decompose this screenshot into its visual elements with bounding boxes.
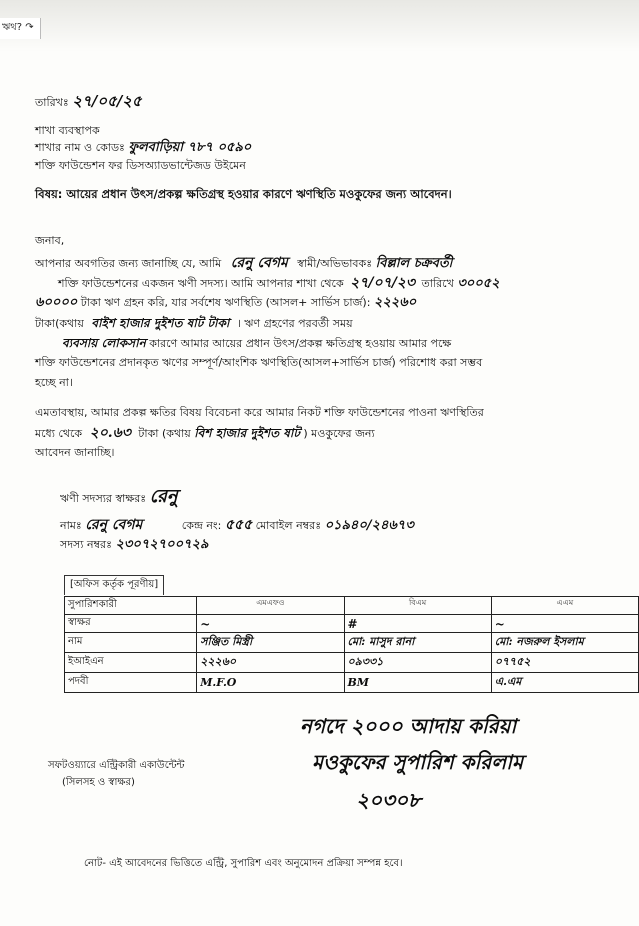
member-name-hw: রেনু বেগম bbox=[230, 255, 288, 271]
body-l1-b: স্বামী/অভিভাবকঃ bbox=[297, 257, 373, 270]
col-head-am: এএম bbox=[556, 598, 574, 607]
cell-ein-am: ০৭৭৫২ bbox=[491, 653, 638, 673]
body-line-1 bbox=[35, 256, 452, 271]
member-number-label: সদস্য নম্বরঃ bbox=[60, 538, 112, 551]
body-p2-line-3: আবেদন জানাচ্ছি। bbox=[35, 446, 115, 459]
body-line-6: শক্তি ফাউন্ডেশনের প্রদানকৃত ঋণের সম্পূর্ণ/আংশিক ঋণস্থিতি(আসল+সার্ভিস চার্জ) পরিশোধ করা সম্ভব bbox=[35, 356, 483, 369]
body-line-3 bbox=[35, 296, 416, 310]
body-p2-line-2 bbox=[35, 426, 375, 441]
waive-words-hw: বিশ হাজার দুইশত ষাট bbox=[194, 426, 300, 440]
date-value: ২৭/০৫/২৫ bbox=[72, 92, 142, 110]
body-line-4 bbox=[35, 316, 353, 331]
cell-ein-bm: ০৯৩৩১ bbox=[344, 653, 491, 673]
body-p2-line-1: এমতাবস্থায়, আমার প্রকল্প ক্ষতির বিষয় বিবেচনা করে আমার নিকট শক্তি ফাউন্ডেশনের পাওনা ঋণস্থিতির bbox=[35, 406, 484, 419]
body-p2-b: টাকা (কথায় bbox=[138, 427, 191, 440]
member-sign-label: ঋণী সদস্যর স্বাক্ষরঃ bbox=[60, 492, 147, 505]
cell-title-bm: BM bbox=[344, 673, 491, 693]
accountant-line-2: (সিলসহ ও স্বাক্ষর) bbox=[62, 777, 135, 788]
row-label: নাম bbox=[65, 633, 197, 653]
signature-cell: # bbox=[344, 615, 491, 633]
cell-name-am: মো: নজরুল ইসলাম bbox=[491, 633, 638, 653]
org-name: শক্তি ফাউন্ডেশন ফর ডিসঅ্যাডভান্টেজড উইমেন bbox=[35, 159, 246, 172]
office-section-title: [অফিস কর্তৃক পূরণীয়] bbox=[64, 575, 164, 595]
body-l3-a: টাকা ঋণ গ্রহন করি, যার সর্বশেষ ঋণস্থিতি (আসল+ সার্ভিস চার্জ): bbox=[80, 296, 371, 309]
footer-note: নোট- এই আবেদনের ভিত্তিতে এন্ট্রি, সুপারিশ এবং অনুমোদন প্রক্রিয়া সম্পন্ন হবে। bbox=[84, 858, 403, 869]
office-table bbox=[64, 596, 639, 693]
loan-amount-hw: ৩০০৫২ bbox=[457, 276, 500, 291]
body-p2-a: মধ্যে থেকে bbox=[35, 427, 83, 440]
reason-hw: ব্যবসায় লোকসান bbox=[62, 336, 146, 350]
cell-ein-mfo: ২২২৬০ bbox=[197, 653, 344, 673]
branch-line bbox=[35, 141, 251, 155]
manager-title: শাখা ব্যবস্থাপক bbox=[35, 124, 100, 137]
date-line bbox=[35, 94, 142, 110]
row-label: স্বাক্ষর bbox=[65, 615, 197, 633]
accountant-line-1: সফটওয়্যারে এন্ট্রিকারী একাউন্টেন্ট bbox=[48, 760, 185, 771]
signature-cell: ~ bbox=[491, 615, 638, 633]
handwritten-note-line-3: ২০৩০৮ bbox=[356, 788, 421, 812]
table-row bbox=[65, 653, 639, 673]
loan-principal-hw: ৬০০০০ bbox=[35, 295, 78, 310]
member-number-hw: ২৩০৭২৭০০৭২৯ bbox=[115, 537, 209, 552]
top-note: ঋথ? ↷ bbox=[0, 18, 41, 39]
member-name-label: নামঃ bbox=[60, 519, 82, 532]
handwritten-note-line-2: মওকুফের সুপারিশ করিলাম bbox=[312, 750, 524, 774]
member-number-line bbox=[60, 538, 208, 552]
table-row bbox=[65, 633, 639, 653]
cell-name-mfo: সঞ্জিত মিস্ত্রী bbox=[197, 633, 344, 653]
date-label: তারিখঃ bbox=[35, 96, 69, 109]
body-l2-b: তারিখে bbox=[421, 277, 454, 290]
handwritten-note-line-1: নগদে ২০০০ আদায় করিয়া bbox=[300, 714, 517, 738]
balance-words-hw: বাইশ হাজার দুইশত ষাট টাকা bbox=[91, 316, 230, 330]
waive-amount-hw: ২০.৬৩ bbox=[89, 425, 131, 441]
member-name-value-hw: রেনু বেগম bbox=[85, 517, 143, 533]
body-line-7: হচ্ছে না। bbox=[35, 376, 73, 389]
table-row bbox=[65, 615, 639, 633]
member-signature-hw: রেনু bbox=[149, 486, 178, 507]
col-head-bm: বিএম bbox=[408, 598, 427, 607]
row-label: সুপারিশকারী bbox=[65, 597, 197, 615]
subject-line: বিষয়: আয়ের প্রধান উৎস/প্রকল্প ক্ষতিগ্রস্থ হওয়ার কারণে ঋণস্থিতি মওকুফের জন্য আবেদন। bbox=[35, 187, 452, 201]
scan-top-strip bbox=[0, 0, 639, 52]
body-line-2 bbox=[58, 276, 500, 291]
col-head-mfo: এমএফও bbox=[256, 598, 285, 607]
loan-date-hw: ২৭/০৭/২৩ bbox=[350, 275, 416, 291]
body-l2-a: শক্তি ফাউন্ডেশনের একজন ঋণী সদস্য। আমি আপনার শাখা থেকে bbox=[58, 277, 344, 290]
mobile-label: মোবাইল নম্বরঃ bbox=[255, 519, 322, 532]
guardian-hw: বিল্লাল চক্রবর্তী bbox=[375, 256, 453, 271]
mobile-value-hw: ০১৯৪০/২৪৬৭৩ bbox=[324, 518, 414, 533]
salutation: জনাব, bbox=[35, 234, 65, 247]
center-value-hw: ৫৫৫ bbox=[224, 517, 253, 533]
branch-value: ফুলবাড়িয়া ৭৮৭ ০৫৯০ bbox=[128, 140, 252, 155]
body-l1-a: আপনার অবগতির জন্য জানাচ্ছি যে, আমি bbox=[35, 257, 222, 270]
branch-label: শাখার নাম ও কোডঃ bbox=[35, 141, 125, 154]
body-l4-a: টাকা(কথায় bbox=[35, 317, 84, 330]
center-label: কেন্দ্র নং: bbox=[181, 519, 222, 532]
body-line-5 bbox=[62, 336, 451, 351]
member-sign-line bbox=[60, 486, 178, 507]
body-p2-c: ) মওকুফের জন্য bbox=[303, 427, 375, 440]
balance-hw: ২২২৬০ bbox=[373, 295, 417, 310]
cell-title-mfo: M.F.O bbox=[197, 673, 344, 693]
table-row bbox=[65, 597, 639, 615]
row-label: ইআইএন bbox=[65, 653, 197, 673]
table-row bbox=[65, 673, 639, 693]
body-l4-b: । ঋণ গ্রহণের পরবর্তী সময় bbox=[236, 317, 353, 330]
row-label: পদবী bbox=[65, 673, 197, 693]
member-name-line bbox=[60, 518, 414, 533]
cell-title-am: এ.এম bbox=[491, 673, 638, 693]
signature-cell: ~ bbox=[197, 615, 344, 633]
cell-name-bm: মো: মাসুদ রানা bbox=[344, 633, 491, 653]
body-l5-a: কারণে আমার আয়ের প্রধান উৎস/প্রকল্প ক্ষতিগ্রস্থ হওয়ায় আমার পক্ষে bbox=[149, 337, 452, 350]
